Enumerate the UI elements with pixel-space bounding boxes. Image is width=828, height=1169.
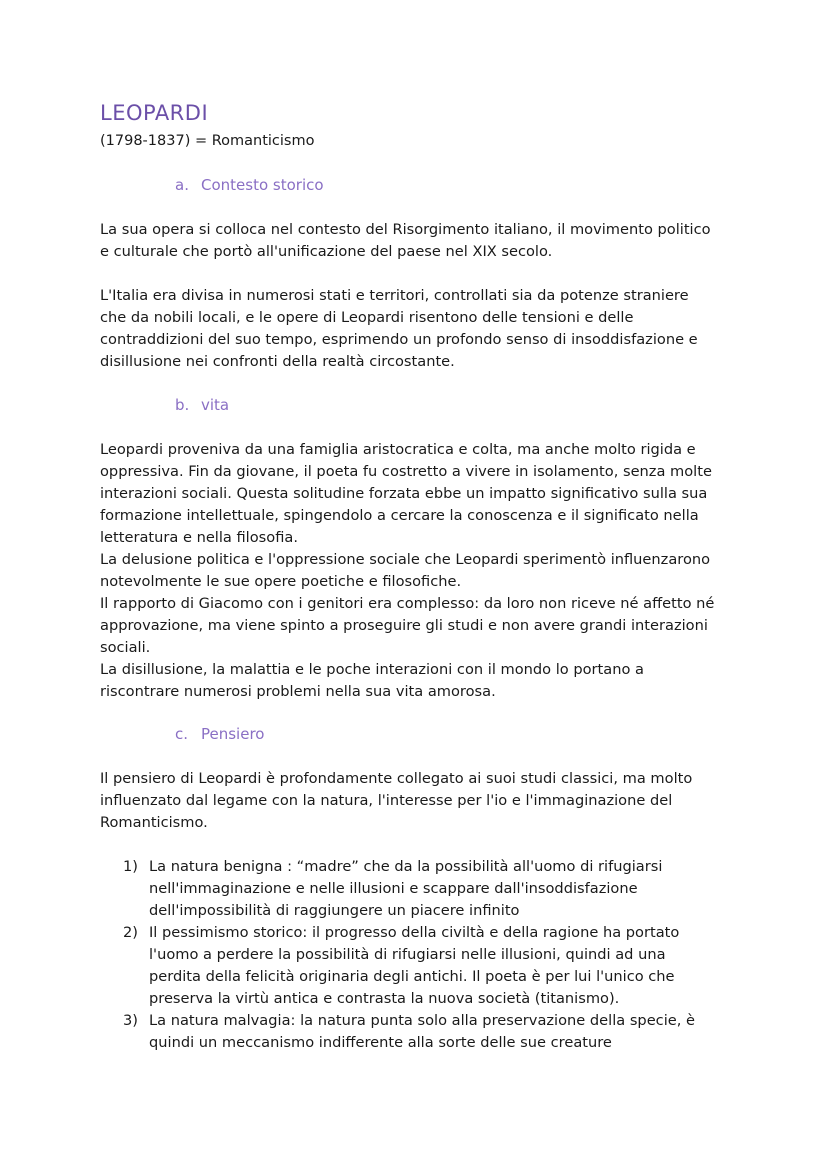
section-title: Contesto storico	[201, 176, 324, 194]
text-line: La natura benigna : “madre” che da la possibilità all'uomo di rifugiarsi	[149, 858, 663, 875]
text-line: e culturale che portò all'unificazione del paese nel XIX secolo.	[100, 243, 553, 260]
section-heading-vita	[175, 396, 229, 414]
text-line: La delusione politica e l'oppressione sociale che Leopardi sperimentò influenzarono	[100, 551, 711, 568]
text-line: Il pessimismo storico: il progresso della civiltà e della ragione ha portato	[149, 924, 680, 941]
text-line: La disillusione, la malattia e le poche interazioni con il mondo lo portano a	[100, 661, 644, 678]
text-line: l'uomo a perdere la possibilità di rifugiarsi nelle illusioni, quindi ad una	[149, 946, 666, 963]
list-number: 2)	[123, 924, 138, 941]
text-line: Il rapporto di Giacomo con i genitori era complesso: da loro non riceve né affetto né	[100, 595, 715, 612]
text-line: letteratura e nella filosofia.	[100, 529, 298, 546]
paragraph-vita	[100, 439, 740, 703]
text-line: sociali.	[100, 639, 151, 656]
section-letter: c.	[175, 725, 189, 743]
text-line: preserva la virtù antica e contrasta la nuova società (titanismo).	[149, 990, 620, 1007]
section-letter: a.	[175, 176, 189, 194]
text-line: Il pensiero di Leopardi è profondamente collegato ai suoi studi classici, ma molto	[100, 770, 693, 787]
section-heading-pensiero	[175, 725, 264, 743]
text-line: quindi un meccanismo indifferente alla sorte delle sue creature	[149, 1034, 612, 1051]
numbered-list	[100, 856, 740, 1054]
list-number: 3)	[123, 1012, 138, 1029]
section-letter: b.	[175, 396, 190, 414]
text-line: notevolmente le sue opere poetiche e filosofiche.	[100, 573, 462, 590]
text-line: L'Italia era divisa in numerosi stati e territori, controllati sia da potenze straniere	[100, 287, 689, 304]
text-line: nell'immaginazione e nelle illusioni e scappare dall'insoddisfazione	[149, 880, 638, 897]
text-line: La natura malvagia: la natura punta solo alla preservazione della specie, è	[149, 1012, 695, 1029]
paragraph-pensiero	[100, 768, 740, 834]
text-line: perdita della felicità originaria degli antichi. Il poeta è per lui l'unico che	[149, 968, 675, 985]
text-line: disillusione nei confronti della realtà circostante.	[100, 353, 455, 370]
text-line: approvazione, ma viene spinto a proseguire gli studi e non avere grandi interazioni	[100, 617, 708, 634]
text-line: La sua opera si colloca nel contesto del Risorgimento italiano, il movimento politico	[100, 221, 711, 238]
paragraph-risorgimento	[100, 219, 740, 263]
text-line: che da nobili locali, e le opere di Leopardi risentono delle tensioni e delle	[100, 309, 634, 326]
text-line: formazione intellettuale, spingendolo a cercare la conoscenza e il significato nella	[100, 507, 699, 524]
text-line: influenzato dal legame con la natura, l'interesse per l'io e l'immaginazione del	[100, 792, 673, 809]
section-heading-contesto-storico	[175, 176, 324, 194]
text-line: Romanticismo.	[100, 814, 208, 831]
list-number: 1)	[123, 858, 138, 875]
list-item	[100, 1010, 740, 1054]
text-line: contraddizioni del suo tempo, esprimendo un profondo senso di insoddisfazione e	[100, 331, 698, 348]
section-title: Pensiero	[201, 725, 265, 743]
page-subtitle: (1798-1837) = Romanticismo	[100, 133, 315, 149]
section-title: vita	[201, 396, 230, 414]
page-title: LEOPARDI	[100, 101, 209, 125]
text-line: interazioni sociali. Questa solitudine forzata ebbe un impatto significativo sulla sua	[100, 485, 708, 502]
text-line: riscontrare numerosi problemi nella sua vita amorosa.	[100, 683, 496, 700]
text-line: dell'impossibilità di raggiungere un piacere infinito	[149, 902, 520, 919]
text-line: Leopardi proveniva da una famiglia aristocratica e colta, ma anche molto rigida e	[100, 441, 696, 458]
list-item	[100, 922, 740, 1010]
text-line: oppressiva. Fin da giovane, il poeta fu costretto a vivere in isolamento, senza molte	[100, 463, 712, 480]
paragraph-italia-divisa	[100, 285, 740, 373]
list-item	[100, 856, 740, 922]
